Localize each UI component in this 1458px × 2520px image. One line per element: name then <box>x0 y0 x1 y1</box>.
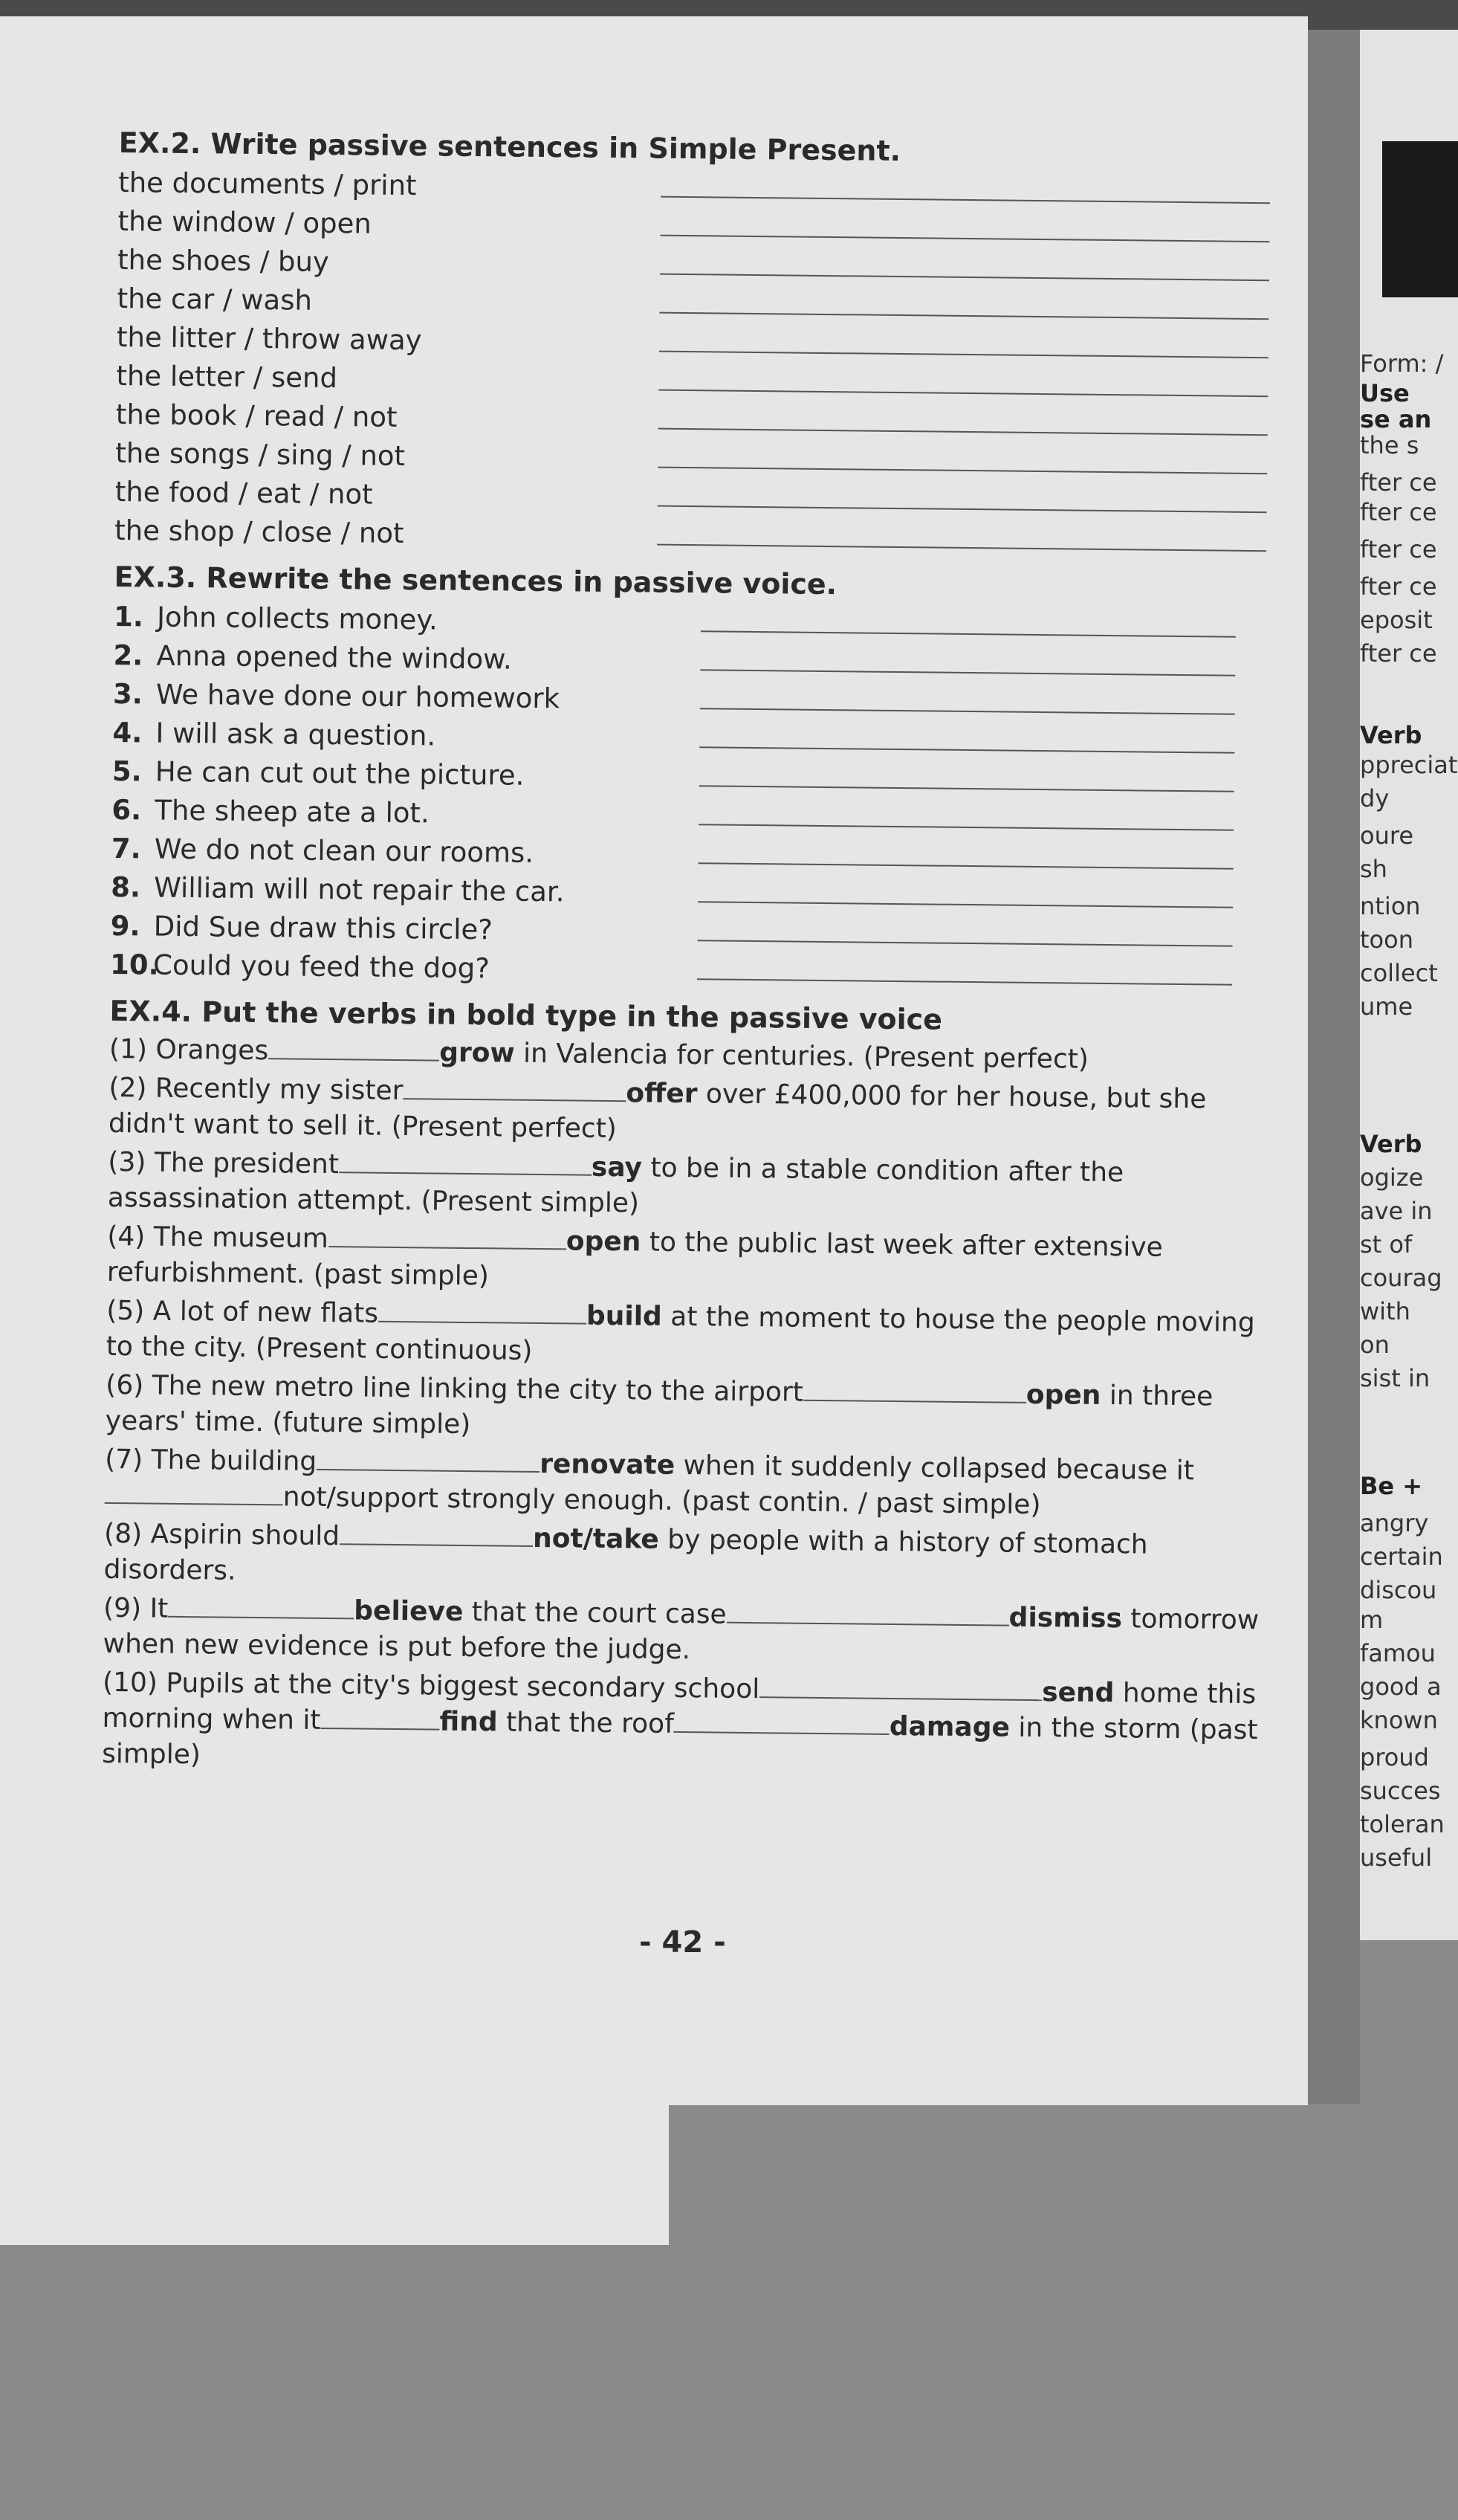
sentence-text: (3) The president <box>108 1146 340 1180</box>
answer-blank[interactable] <box>759 1674 1042 1701</box>
left-page-bottom <box>0 2096 669 2245</box>
prompt-text: I will ask a question. <box>155 717 436 752</box>
right-page-line: fter ce <box>1360 468 1437 497</box>
right-page-fragment <box>1360 30 1458 1940</box>
right-page-line: Use <box>1360 379 1410 407</box>
worksheet-content <box>102 126 1278 1784</box>
item-number: 8. <box>111 870 141 904</box>
sentence-text: that the roof <box>497 1707 675 1739</box>
prompt-text: We do not clean our rooms. <box>154 833 534 869</box>
answer-blank[interactable] <box>403 1076 626 1102</box>
exercise-item <box>102 1665 1262 1784</box>
answer-line[interactable] <box>661 196 1270 204</box>
prompt-text: Anna opened the window. <box>156 639 512 676</box>
item-number: 10. <box>109 948 159 981</box>
answer-blank[interactable] <box>674 1709 890 1735</box>
exercise-item <box>106 1368 1266 1451</box>
answer-line[interactable] <box>699 746 1234 754</box>
exercise-3 <box>110 560 1274 996</box>
answer-line[interactable] <box>698 901 1233 908</box>
right-page-line: dy <box>1360 784 1390 812</box>
right-page-line: succes <box>1360 1777 1441 1805</box>
answer-blank[interactable] <box>105 1480 283 1506</box>
bold-verb: say <box>591 1151 643 1183</box>
right-page-line: courag <box>1360 1264 1442 1292</box>
exercise-2-title: EX.2. Write passive sentences in Simple Present. <box>118 126 901 168</box>
prompt <box>113 675 560 718</box>
right-page-line: ume <box>1360 992 1413 1021</box>
right-page-line: fter ce <box>1360 639 1437 668</box>
right-page-line: the s <box>1360 431 1419 459</box>
answer-line[interactable] <box>699 862 1234 870</box>
right-page-line: ppreciat <box>1360 751 1458 779</box>
answer-line[interactable] <box>697 978 1232 986</box>
bold-verb: renovate <box>540 1449 675 1481</box>
right-page-line: fter ce <box>1360 572 1437 601</box>
prompt-text: the window / open <box>117 204 372 240</box>
prompt-text: the shoes / buy <box>117 243 330 278</box>
bold-verb: open <box>566 1226 641 1258</box>
item-number: 1. <box>113 600 144 633</box>
sentence-text: in Valencia for centuries. (Present perfect) <box>514 1038 1089 1075</box>
right-page-line: certain <box>1360 1542 1443 1571</box>
item-number: 2. <box>113 639 143 672</box>
right-page-line: toleran <box>1360 1810 1445 1838</box>
exercise-4-title: EX.4. Put the verbs in bold type in the passive voice <box>109 994 943 1036</box>
answer-line[interactable] <box>658 467 1267 475</box>
item-number: 5. <box>111 755 142 788</box>
right-page-line: oure <box>1360 821 1413 850</box>
answer-line[interactable] <box>658 428 1268 436</box>
answer-blank[interactable] <box>378 1299 586 1325</box>
prompt-text: He can cut out the picture. <box>155 755 525 792</box>
bold-verb: not/take <box>532 1522 659 1555</box>
right-page-line: discou <box>1360 1576 1437 1604</box>
sentence-text: (4) The museum <box>107 1221 329 1255</box>
item-number: 3. <box>112 677 143 711</box>
page-number: - 42 - <box>639 1925 726 1960</box>
prompt-text: We have done our homework <box>155 678 560 715</box>
answer-blank[interactable] <box>317 1447 540 1473</box>
right-page-line: ogize <box>1360 1163 1424 1192</box>
bold-verb: dismiss <box>1008 1602 1123 1635</box>
item-number: 9. <box>110 909 140 943</box>
sentence-text: tomorrow when new evidence is put before the judge. <box>103 1603 1260 1666</box>
prompt-text: the food / eat / not <box>114 475 373 511</box>
sentence-text: (5) A lot of new flats <box>106 1295 379 1329</box>
answer-blank[interactable] <box>339 1149 592 1176</box>
answer-line[interactable] <box>700 708 1235 715</box>
answer-line[interactable] <box>658 505 1267 514</box>
sentence-text: home this morning when it <box>102 1678 1257 1736</box>
bold-verb: open <box>1026 1379 1101 1411</box>
answer-line[interactable] <box>699 785 1234 792</box>
book-gutter <box>1308 30 1360 2104</box>
sentence-text: (7) The building <box>105 1444 317 1477</box>
right-page-line: Form: / <box>1360 349 1444 378</box>
bold-verb: find <box>439 1706 498 1738</box>
right-page-line: sist in <box>1360 1364 1431 1392</box>
answer-line[interactable] <box>657 544 1266 552</box>
answer-blank[interactable] <box>328 1224 566 1250</box>
sentence-text: to be in a stable condition after the assassination attempt. (Present simple) <box>107 1152 1124 1219</box>
sentence-text: at the moment to house the people moving to the city. (Present continuous) <box>106 1301 1255 1366</box>
exercise-item <box>103 1591 1263 1674</box>
sentence-text: (10) Pupils at the city's biggest secondary school <box>102 1667 760 1705</box>
prompt <box>111 830 534 873</box>
right-page-line: ntion <box>1360 892 1421 920</box>
right-page-line: on <box>1360 1331 1390 1359</box>
exercise-item <box>106 1293 1266 1377</box>
prompt <box>113 636 512 679</box>
exercise-3-title: EX.3. Rewrite the sentences in passive voice. <box>114 560 837 601</box>
prompt <box>112 752 525 795</box>
prompt-text: the shop / close / not <box>114 514 404 550</box>
prompt-text: the songs / sing / not <box>115 436 406 473</box>
answer-line[interactable] <box>660 274 1269 282</box>
right-page-line: Verb <box>1360 1130 1422 1158</box>
answer-blank[interactable] <box>320 1705 439 1731</box>
item-number: 7. <box>111 832 141 865</box>
right-page-line: proud <box>1360 1743 1429 1771</box>
right-page-line: good a <box>1360 1673 1442 1701</box>
prompt <box>111 868 565 911</box>
item-number: 6. <box>111 793 142 827</box>
answer-blank[interactable] <box>340 1521 533 1547</box>
bold-verb: build <box>586 1300 663 1332</box>
prompt <box>114 598 438 640</box>
sentence-text: (2) Recently my sister <box>108 1072 404 1107</box>
bold-verb: grow <box>438 1037 515 1069</box>
sentence-text: (8) Aspirin should <box>103 1518 340 1552</box>
exercise-item <box>107 1219 1267 1302</box>
prompt-text: The sheep ate a lot. <box>155 794 430 830</box>
prompt-text: the book / read / not <box>115 398 398 433</box>
right-page-line: toon <box>1360 925 1413 954</box>
right-page-line: m <box>1360 1606 1384 1634</box>
right-page-line: collect <box>1360 959 1438 987</box>
right-page-line: useful <box>1360 1844 1433 1872</box>
prompt-text: Did Sue draw this circle? <box>153 910 493 946</box>
right-page-line: fter ce <box>1360 535 1437 563</box>
prompt-text: Could you feed the dog? <box>152 949 490 985</box>
exercise-item <box>108 1145 1268 1228</box>
exercise-2 <box>114 126 1278 562</box>
answer-line[interactable] <box>659 312 1269 320</box>
prompt-text: John collects money. <box>156 601 438 636</box>
answer-line[interactable] <box>699 824 1234 831</box>
sentence-text: by people with a history of stomach disorders. <box>103 1524 1148 1586</box>
prompt <box>111 791 430 833</box>
exercise-item <box>103 1516 1263 1600</box>
prompt-text: the documents / print <box>117 166 417 202</box>
right-page-line: known <box>1360 1706 1438 1734</box>
sentence-text: (9) It <box>103 1592 169 1624</box>
sentence-text: in the storm (past simple) <box>101 1712 1258 1771</box>
prompt-text: the car / wash <box>117 282 313 317</box>
answer-line[interactable] <box>698 940 1233 947</box>
answer-line[interactable] <box>658 390 1268 398</box>
answer-line[interactable] <box>659 351 1269 359</box>
bold-verb: send <box>1041 1677 1115 1709</box>
prompt-text: the litter / throw away <box>116 320 422 357</box>
exercise-item <box>108 1070 1269 1154</box>
prompt <box>110 946 490 988</box>
item-number: 4. <box>112 716 143 749</box>
answer-blank[interactable] <box>803 1377 1026 1403</box>
sentence-text: (6) The new metro line linking the city to the airport <box>106 1369 804 1408</box>
answer-blank[interactable] <box>727 1600 1009 1626</box>
bold-verb: believe <box>354 1595 464 1627</box>
sentence-text: not/support strongly enough. (past contin. / past simple) <box>282 1482 1041 1521</box>
sentence-text: over £400,000 for her house, but she didn't want to sell it. (Present perfect) <box>108 1079 1207 1145</box>
exercise-item <box>104 1442 1264 1525</box>
chapter-block <box>1382 141 1458 297</box>
sentence-text: to the public last week after extensive refurbishment. (past simple) <box>106 1227 1164 1292</box>
answer-line[interactable] <box>700 669 1235 676</box>
right-page-line: eposit <box>1360 606 1433 634</box>
sentence-text: (1) Oranges <box>108 1033 269 1067</box>
right-page-line: Verb <box>1360 721 1422 749</box>
bold-verb: damage <box>889 1710 1011 1743</box>
prompt <box>112 714 435 756</box>
sentence-text: that the court case <box>463 1596 727 1630</box>
bold-verb: offer <box>626 1078 698 1110</box>
prompt-text: William will not repair the car. <box>154 871 565 908</box>
answer-line[interactable] <box>660 235 1269 243</box>
right-page-line: with <box>1360 1297 1410 1325</box>
right-page-line: sh <box>1360 855 1387 883</box>
right-page-line: angry <box>1360 1509 1429 1537</box>
right-page-line: Be + <box>1360 1472 1423 1500</box>
right-page-line: ave in <box>1360 1197 1433 1225</box>
prompt-text: the letter / send <box>116 359 338 395</box>
prompt <box>110 907 493 949</box>
right-page-line: se an <box>1360 405 1432 433</box>
right-page-line: st of <box>1360 1230 1413 1259</box>
answer-blank[interactable] <box>168 1594 354 1620</box>
right-page-line: famou <box>1360 1639 1436 1667</box>
exercise-4 <box>102 995 1269 1784</box>
sentence-text: in three years' time. (future simple) <box>105 1380 1214 1441</box>
answer-line[interactable] <box>701 630 1236 638</box>
sentence-text: when it suddenly collapsed because it <box>674 1450 1195 1487</box>
answer-blank[interactable] <box>268 1036 439 1061</box>
right-page-line: fter ce <box>1360 498 1437 526</box>
